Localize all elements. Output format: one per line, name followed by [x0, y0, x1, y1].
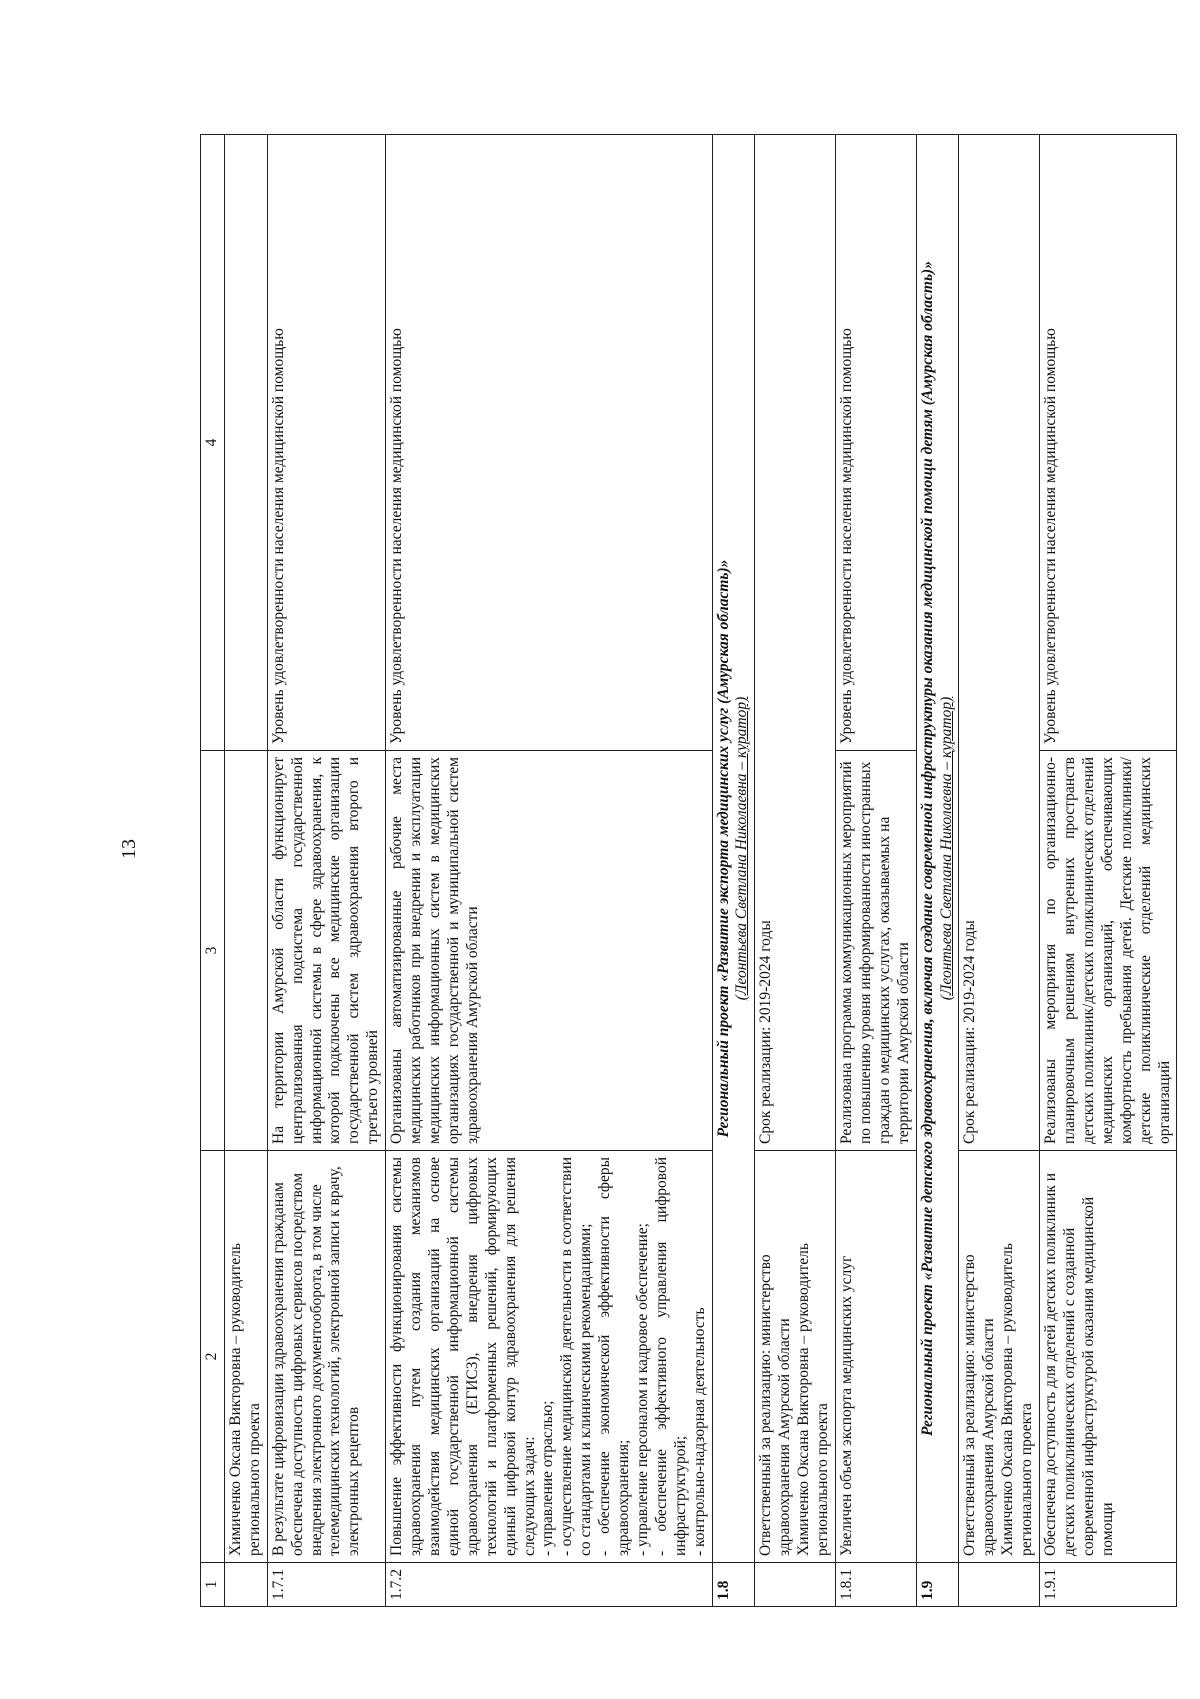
table-header-row [201, 135, 225, 1607]
header-col-2: 2 [201, 1151, 225, 1563]
result-line: - обеспечение эффективного управления цифровой инфраструктурой; [652, 1157, 689, 1556]
header-col-3: 3 [201, 751, 225, 1151]
result-line: - управление отраслью; [539, 1400, 557, 1556]
section-number: 1.8 [712, 1563, 755, 1607]
project-meta [755, 1151, 836, 1563]
result-text [386, 1151, 712, 1563]
characteristic-text: Реализованы мероприятия по организационно-планировочным решениям внутренних пространств детских поликлиник/детских поликлинических отделений медицинских организаций, обеспечивающих комфортность пребывания детей. Детские поликлиники/детские поликлинические отделений медицинских организаций [1040, 751, 1177, 1151]
empty-cell [224, 751, 267, 1151]
empty-cell [224, 135, 267, 751]
row-number: 1.9.1 [1040, 1563, 1177, 1607]
result-text: Увеличен объем экспорта медицинских услуг [836, 1151, 917, 1563]
project-title: Региональный проект «Развитие экспорта медицинских услуг (Амурская область)» [714, 559, 732, 1138]
table-row [386, 135, 712, 1607]
table-row [1040, 135, 1177, 1607]
project-curator: (Леонтьева Светлана Николаевна – куратор) [937, 696, 955, 1001]
project-title-cell [712, 135, 755, 1563]
project-meta [959, 1151, 1040, 1563]
table-row [959, 135, 1040, 1607]
indicator-text: Уровень удовлетворенности населения медицинской помощью [836, 135, 917, 751]
empty-cell [224, 1563, 267, 1607]
empty-cell [959, 1563, 1040, 1607]
project-term: Срок реализации: 2019-2024 годы [755, 135, 836, 1151]
page-number: 13 [118, 839, 140, 859]
table-row [916, 135, 959, 1607]
table-row [755, 135, 836, 1607]
project-responsible: Ответственный за реализацию: министерство здравоохранения Амурской области [757, 1254, 794, 1556]
result-line: - контрольно-надзорная деятельность [690, 1307, 708, 1556]
project-leader: Химиченко Оксана Викторовна – руководитель регионального проекта [224, 1151, 267, 1563]
header-col-1: 1 [201, 1563, 225, 1607]
result-line: - управление персоналом и кадровое обеспечение; [633, 1223, 651, 1556]
table-row [267, 135, 385, 1607]
table-row [712, 135, 755, 1607]
project-term: Срок реализации: 2019-2024 годы [959, 135, 1040, 1151]
section-number: 1.9 [916, 1563, 959, 1607]
characteristic-text: Реализована программа коммуникационных мероприятий по повышению уровня информированности иностранных граждан о медицинских услугах, оказываемых на территории Амурской области [836, 751, 917, 1151]
project-title: Региональный проект «Развитие детского здравоохранения, включая создание современной инфраструктуры оказания медицинской помощи детям (Амурская область)» [918, 261, 936, 1436]
result-line: Повышение эффективности функционирования системы здравоохранения путем создания механизмов взаимодействия медицинских организаций на основе единой государственной информационной системы здравоохранения (ЕГИСЗ), внедрения цифровых технологий и платформенных решений, формирующих единый цифровой контур здравоохранения для решения следующих задач: [388, 1157, 538, 1556]
project-curator: (Леонтьева Светлана Николаевна – куратор) [733, 696, 751, 1001]
project-title-cell [916, 135, 959, 1563]
indicator-text: Уровень удовлетворенности населения медицинской помощью [1040, 135, 1177, 751]
characteristic-text: На территории Амурской области функционирует централизованная подсистема государственной информационной системы в сфере здравоохранения, к которой подключены все медицинские организации государственной систем здравоохранения второго и третьего уровней [267, 751, 385, 1151]
row-number: 1.8.1 [836, 1563, 917, 1607]
result-text: Обеспечена доступность для детей детских поликлиник и детских поликлинических отделений с созданной современной инфраструктурой оказания медицинской помощи [1040, 1151, 1177, 1563]
row-number: 1.7.1 [267, 1563, 385, 1607]
project-leader: Химиченко Оксана Викторовна – руководитель регионального проекта [999, 1243, 1036, 1556]
characteristic-text: Организованы автоматизированные рабочие места медицинских работников при внедрении и эксплуатации медицинских информационных систем в медицинских организациях государственной и муниципальной систем здравоохранения Амурской области [386, 751, 712, 1151]
result-line: - осуществление медицинской деятельности в соответствии со стандартами и клиническими рекомендациями; [558, 1157, 595, 1556]
empty-cell [755, 1563, 836, 1607]
activities-table [200, 134, 1177, 1607]
table-row [224, 135, 267, 1607]
result-text: В результате цифровизации здравоохранения гражданам обеспечена доступность цифровых сервисов посредством внедрения электронного документооборота, в том числе телемедицинских технологий, электронной записи к врачу, электронных рецептов [267, 1151, 385, 1563]
project-responsible: Ответственный за реализацию: министерство здравоохранения Амурской области [961, 1254, 998, 1556]
table-row [836, 135, 917, 1607]
row-number: 1.7.2 [386, 1563, 712, 1607]
project-leader: Химиченко Оксана Викторовна – руководитель регионального проекта [795, 1243, 832, 1556]
indicator-text: Уровень удовлетворенности населения медицинской помощью [386, 135, 712, 751]
indicator-text: Уровень удовлетворенности населения медицинской помощью [267, 135, 385, 751]
header-col-4: 4 [201, 135, 225, 751]
result-line: - обеспечение экономической эффективности сферы здравоохранения; [596, 1157, 633, 1556]
